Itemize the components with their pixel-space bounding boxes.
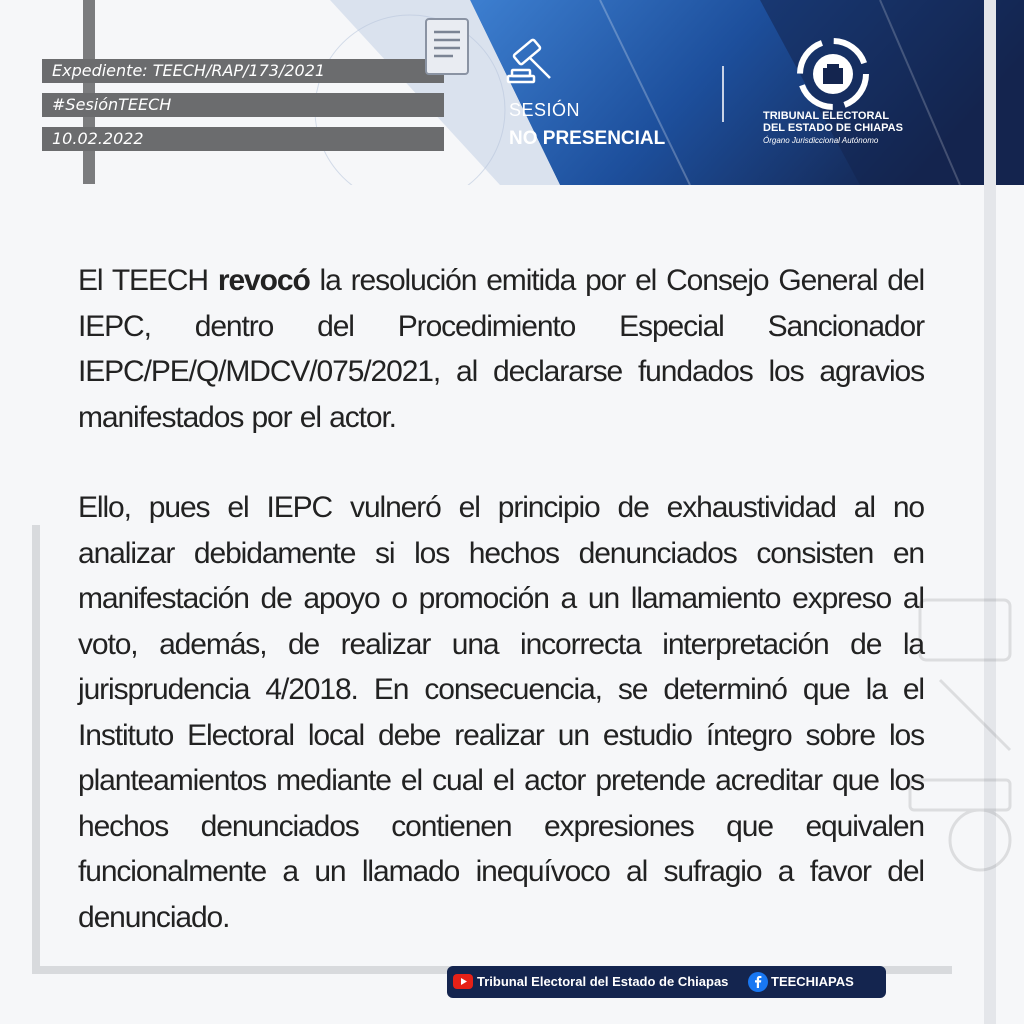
gavel-icon [506,36,560,88]
frame-left-line [32,525,40,974]
session-label: SESIÓN [509,100,581,120]
youtube-icon[interactable] [453,974,473,989]
date-label: 10.02.2022 [42,127,444,151]
document-icon [425,18,471,76]
header-banner [0,0,1024,185]
p1-bold: revocó [217,264,310,297]
youtube-channel-label[interactable]: Tribunal Electoral del Estado de Chiapas [477,974,729,989]
org-subtitle: Órgano Jurisdiccional Autónomo [763,136,879,145]
teech-logo [789,38,877,110]
hashtag-label: #SesiónTEECH [42,93,444,117]
facebook-icon[interactable] [748,972,768,992]
org-name-line2: DEL ESTADO DE CHIAPAS [763,122,903,134]
paragraph-1 [78,258,924,440]
expediente-label: Expediente: TEECH/RAP/173/2021 [42,59,444,83]
session-type: NO PRESENCIAL [509,128,666,149]
social-footer [447,966,886,998]
header-divider [722,66,724,122]
p1-end: la resolución emitida por el Consejo General del IEPC, dentro del Procedimiento Especial Sancionador IEPC/PE/Q/MDCV/075/2021, al declararse fundados los agravios manifestados por el actor. [78,264,925,434]
p1-start: El TEECH [78,264,218,297]
org-name-line1: TRIBUNAL ELECTORAL [763,110,890,122]
meta-accent-bar [83,0,95,184]
facebook-page-label[interactable]: TEECHIAPAS [771,974,854,989]
main-content [78,258,924,940]
paragraph-2: Ello, pues el IEPC vulneró el principio de exhaustividad al no analizar debidamente si los hechos denunciados consisten en manifestación de apoyo o promoción a un llamamiento expreso al voto, además, de realizar una incorrecta interpretación de la jurisprudencia 4/2018. En consecuencia, se determinó que la el Instituto Electoral local debe realizar un estudio íntegro sobre los planteamientos mediante el cual el actor pretende acreditar que los hechos denunciados contienen expresiones que equivalen funcionalmente a un llamado inequívoco al sufragio a favor del denunciado. [78,491,924,934]
